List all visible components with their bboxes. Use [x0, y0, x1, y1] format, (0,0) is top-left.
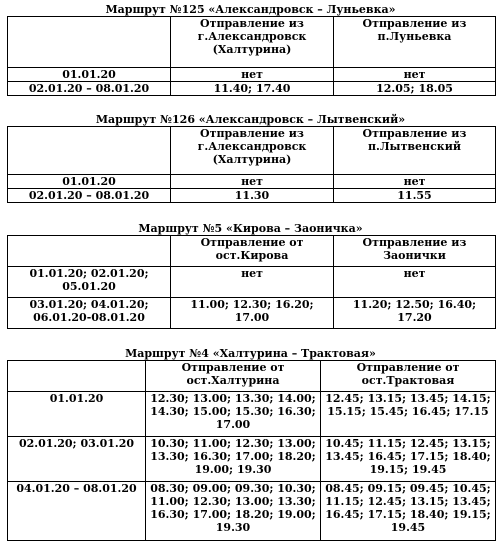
time-cell: нет [334, 267, 496, 298]
route4-table [7, 360, 496, 541]
column-header: Отправление из п.Луньевка [334, 17, 496, 68]
route125-title: Маршрут №125 «Александровск – Луньевка» [105, 3, 396, 16]
column-header: Отправление из Заонички [334, 236, 496, 267]
date-cell: 03.01.20; 04.01.20; 06.01.20-08.01.20 [8, 298, 171, 329]
empty-header-cell [8, 17, 171, 68]
route5-title: Маршрут №5 «Кирова – Заоничка» [138, 222, 363, 235]
time-cell: 12.45; 13.15; 13.45; 14.15; 15.15; 15.45; 16.45; 17.15 [321, 392, 496, 437]
empty-header-cell [8, 361, 146, 392]
time-cell: 10.45; 11.15; 12.45; 13.15; 13.45; 16.45; 17.15; 18.40; 19.15; 19.45 [321, 437, 496, 482]
time-cell: нет [334, 68, 496, 82]
time-cell: 08.30; 09.00; 09.30; 10.30; 11.00; 12.30; 13.00; 13.30; 16.30; 17.00; 18.20; 19.00; 19.30 [146, 482, 321, 541]
time-cell: 10.30; 11.00; 12.30; 13.00; 13.30; 16.30; 17.00; 18.20; 19.00; 19.30 [146, 437, 321, 482]
time-cell: нет [334, 175, 496, 189]
time-cell: 11.20; 12.50; 16.40; 17.20 [334, 298, 496, 329]
date-cell: 04.01.20 – 08.01.20 [8, 482, 146, 541]
date-cell: 01.01.20 [8, 68, 171, 82]
date-cell: 02.01.20 – 08.01.20 [8, 189, 171, 203]
time-cell: 11.55 [334, 189, 496, 203]
date-cell: 02.01.20 – 08.01.20 [8, 82, 171, 96]
route126-title: Маршрут №126 «Александровск – Лытвенский» [95, 113, 406, 126]
time-cell: нет [171, 267, 334, 298]
time-cell: нет [171, 175, 334, 189]
column-header: Отправление из г.Александровск (Халтурина) [171, 17, 334, 68]
time-cell: 11.30 [171, 189, 334, 203]
column-header: Отправление от ост.Трактовая [321, 361, 496, 392]
column-header: Отправление от ост.Халтурина [146, 361, 321, 392]
time-cell: 12.05; 18.05 [334, 82, 496, 96]
date-cell: 02.01.20; 03.01.20 [8, 437, 146, 482]
time-cell: 11.00; 12.30; 16.20; 17.00 [171, 298, 334, 329]
time-cell: 11.40; 17.40 [171, 82, 334, 96]
column-header: Отправление от ост.Кирова [171, 236, 334, 267]
time-cell: нет [171, 68, 334, 82]
route5-table [7, 235, 496, 329]
date-cell: 01.01.20 [8, 392, 146, 437]
column-header: Отправление из п.Лытвенский [334, 127, 496, 175]
empty-header-cell [8, 236, 171, 267]
column-header: Отправление из г.Александровск (Халтурина) [171, 127, 334, 175]
route125-table [7, 16, 496, 96]
route126-table [7, 126, 496, 203]
empty-header-cell [8, 127, 171, 175]
time-cell: 12.30; 13.00; 13.30; 14.00; 14.30; 15.00; 15.30; 16.30; 17.00 [146, 392, 321, 437]
time-cell: 08.45; 09.15; 09.45; 10.45; 11.15; 12.45; 13.15; 13.45; 16.45; 17.15; 18.40; 19.15; 19.45 [321, 482, 496, 541]
date-cell: 01.01.20 [8, 175, 171, 189]
date-cell: 01.01.20; 02.01.20; 05.01.20 [8, 267, 171, 298]
route4-title: Маршрут №4 «Халтурина – Трактовая» [125, 347, 376, 360]
